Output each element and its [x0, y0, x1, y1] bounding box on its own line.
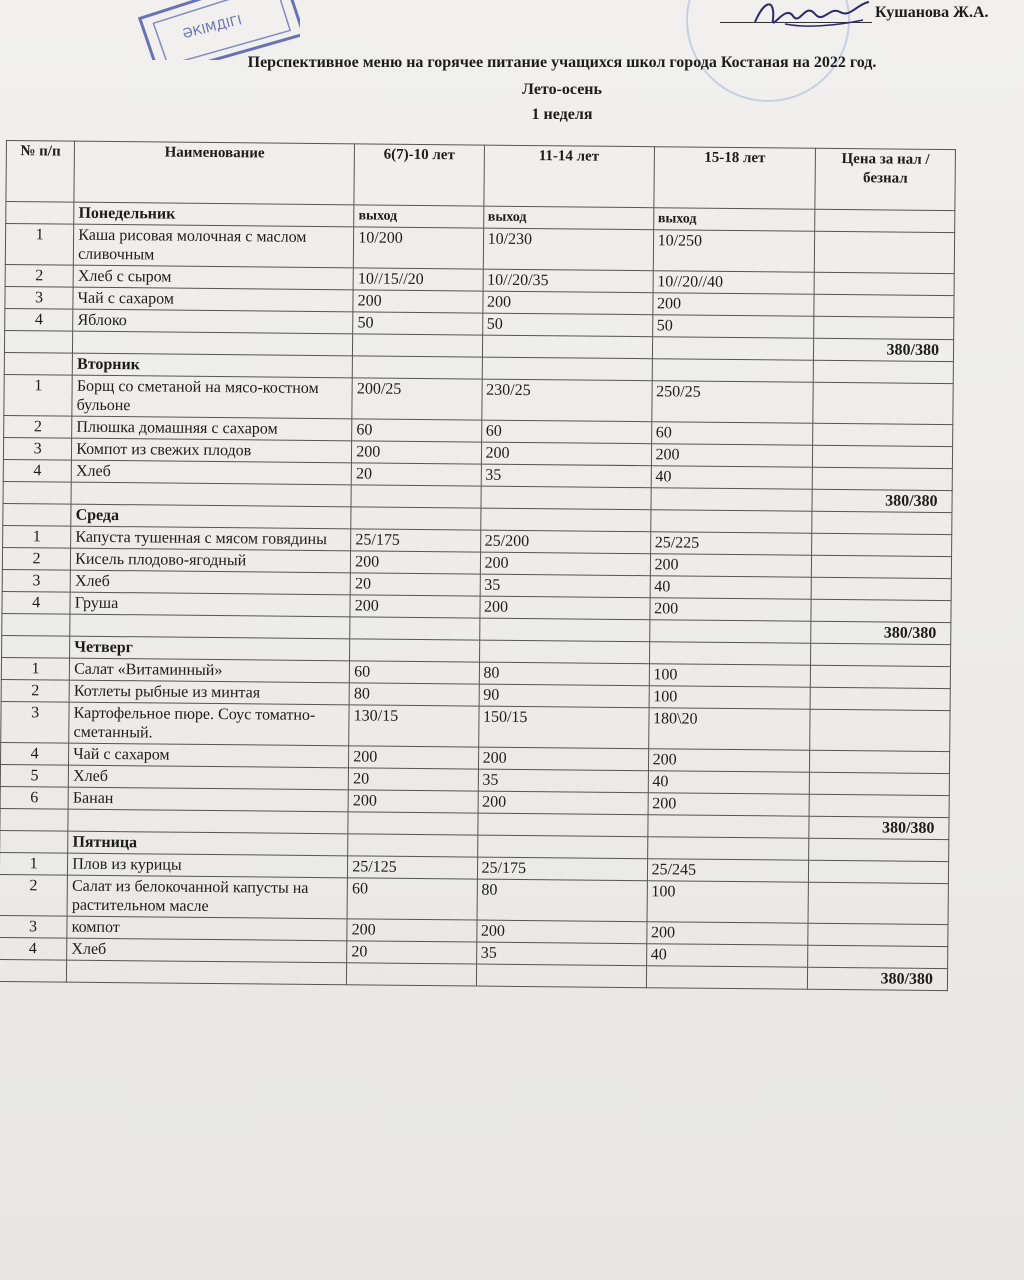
- portion-age3: 25/225: [650, 532, 812, 556]
- empty-cell: [350, 617, 480, 640]
- portion-age1: 200: [353, 290, 483, 313]
- price-cell: [811, 687, 951, 710]
- portion-age2: 200: [479, 596, 649, 620]
- empty-cell: [651, 488, 813, 512]
- day-num-empty: [2, 635, 70, 658]
- item-name: Яблоко: [73, 309, 353, 334]
- item-number: 4: [2, 591, 70, 614]
- empty-cell: [812, 511, 952, 534]
- portion-age3: 40: [646, 944, 808, 968]
- empty-cell: [3, 481, 71, 504]
- price-cell: [809, 860, 949, 883]
- portion-age3: 200: [650, 598, 812, 622]
- empty-cell: [652, 337, 814, 361]
- item-name: Борщ со сметаной на мясо-костном бульоне: [72, 375, 352, 419]
- price-cell: [811, 665, 951, 688]
- item-name: Чай с сахаром: [73, 287, 353, 312]
- stamp-icon: [130, 0, 300, 60]
- portion-age2: 35: [480, 574, 650, 598]
- week-label: 1 неделя: [531, 106, 593, 123]
- portion-age1: 60: [347, 878, 477, 920]
- empty-cell: [348, 812, 478, 835]
- portion-age1: 20: [351, 463, 481, 486]
- price-cell: [812, 533, 952, 556]
- item-name: Компот из свежих плодов: [72, 438, 352, 463]
- item-name: Кисель плодово-ягодный: [71, 548, 351, 573]
- price-cell: [812, 555, 952, 578]
- item-name: Хлеб: [67, 938, 347, 963]
- empty-cell: [811, 643, 951, 666]
- portion-age2: 35: [481, 464, 651, 488]
- portion-age1: 80: [349, 683, 479, 706]
- signer-name: Кушанова Ж.А.: [875, 4, 989, 21]
- portion-age2: 80: [477, 879, 647, 922]
- item-number: 4: [1, 742, 69, 765]
- price-cell: [810, 709, 950, 751]
- portion-age1: 20: [349, 768, 479, 791]
- price-cell: [814, 316, 954, 339]
- menu-table: [0, 140, 956, 991]
- portion-age3: 180\20: [648, 708, 810, 751]
- portion-age2: 35: [478, 769, 648, 793]
- portion-age2: 200: [480, 552, 650, 576]
- empty-cell: [352, 356, 482, 379]
- portion-age2: 200: [478, 791, 648, 815]
- header-num: № п/п: [6, 141, 75, 203]
- empty-cell: [482, 335, 652, 359]
- output-label: выход: [483, 206, 653, 230]
- item-number: 2: [4, 415, 72, 438]
- empty-cell: [350, 639, 480, 662]
- empty-cell: [351, 485, 481, 508]
- header-price: Цена за нал / безнал: [815, 148, 955, 210]
- price-cell: [810, 750, 950, 773]
- menu-table-wrapper: [0, 140, 962, 991]
- price-cell: [810, 794, 950, 817]
- portion-age2: 25/200: [480, 530, 650, 554]
- portion-age1: 200: [352, 441, 482, 464]
- price-cell: [808, 923, 948, 946]
- portion-age1: 10//15//20: [353, 268, 483, 291]
- empty-cell: [481, 486, 651, 510]
- item-number: 6: [0, 786, 68, 809]
- item-name: Капуста тушенная с мясом говядины: [71, 526, 351, 551]
- item-name: Плов из курицы: [68, 853, 348, 878]
- empty-cell: [650, 510, 812, 534]
- day-num-empty: [4, 352, 72, 375]
- portion-age1: 60: [352, 419, 482, 442]
- empty-cell: [649, 642, 811, 666]
- document-title: Перспективное меню на горячее питание учащихся школ города Костаная на 2022 год.: [247, 54, 877, 71]
- portion-age2: 25/175: [477, 857, 647, 881]
- empty-cell: [353, 334, 483, 357]
- price-cell: [810, 772, 950, 795]
- portion-age1: 200: [347, 919, 477, 942]
- empty-cell: [647, 815, 809, 839]
- empty-cell: [4, 330, 72, 353]
- item-number: 5: [0, 764, 68, 787]
- output-label: выход: [354, 205, 484, 228]
- portion-age2: 35: [476, 942, 646, 966]
- portion-age1: 25/175: [351, 529, 481, 552]
- item-number: 3: [3, 437, 71, 460]
- empty-cell: [646, 966, 808, 990]
- empty-cell: [0, 959, 67, 982]
- empty-cell: [70, 614, 350, 639]
- price-cell: [808, 882, 948, 924]
- portion-age3: 200: [648, 793, 810, 817]
- empty-cell: [649, 620, 811, 644]
- portion-age3: 40: [650, 576, 812, 600]
- empty-cell: [347, 963, 477, 986]
- empty-cell: [351, 507, 481, 530]
- item-name: Хлеб: [71, 460, 351, 485]
- portion-age1: 130/15: [349, 705, 479, 747]
- header-age2: 11-14 лет: [483, 145, 654, 208]
- portion-age1: 20: [347, 941, 477, 964]
- item-name: Хлеб с сыром: [73, 265, 353, 290]
- portion-age3: 25/245: [647, 859, 809, 883]
- item-number: 3: [0, 915, 67, 938]
- portion-age3: 200: [652, 293, 814, 317]
- price-cell: [814, 294, 954, 317]
- price-cell: [811, 599, 951, 622]
- item-number: 1: [4, 374, 73, 416]
- portion-age3: 200: [651, 444, 813, 468]
- empty-cell: [68, 809, 348, 834]
- portion-age2: 80: [479, 662, 649, 686]
- item-number: 1: [3, 525, 71, 548]
- day-name: Среда: [71, 504, 351, 529]
- signature-icon: [745, 0, 875, 34]
- day-total: 380/380: [811, 621, 951, 644]
- empty-cell: [482, 357, 652, 381]
- day-name: Вторник: [72, 353, 352, 378]
- portion-age1: 200/25: [352, 378, 482, 420]
- day-total: 380/380: [808, 967, 948, 990]
- portion-age2: 10/230: [483, 228, 653, 271]
- portion-age2: 230/25: [481, 379, 651, 422]
- portion-age2: 200: [481, 442, 651, 466]
- svg-text:ӘКІМДІГІ: ӘКІМДІГІ: [181, 13, 244, 43]
- empty-cell: [71, 482, 351, 507]
- item-name: Банан: [68, 787, 348, 812]
- item-name: Хлеб: [70, 570, 350, 595]
- empty-cell: [815, 209, 955, 232]
- portion-age3: 40: [651, 466, 813, 490]
- portion-age3: 10/250: [653, 230, 815, 273]
- portion-age1: 10/200: [354, 227, 484, 269]
- portion-age1: 200: [351, 551, 481, 574]
- price-cell: [813, 423, 953, 446]
- item-number: 3: [1, 701, 70, 743]
- portion-age3: 100: [647, 881, 809, 924]
- item-number: 3: [2, 569, 70, 592]
- day-num-empty: [3, 503, 71, 526]
- item-number: 1: [0, 852, 68, 875]
- item-number: 4: [5, 308, 73, 331]
- item-name: Картофельное пюре. Соус томатно-сметанный.: [69, 702, 349, 746]
- portion-age1: 200: [349, 746, 479, 769]
- item-name: Чай с сахаром: [69, 743, 349, 768]
- item-number: 2: [1, 679, 69, 702]
- empty-cell: [67, 960, 347, 985]
- output-label: выход: [653, 208, 815, 232]
- item-name: Груша: [70, 592, 350, 617]
- portion-age3: 40: [648, 771, 810, 795]
- portion-age2: 90: [479, 684, 649, 708]
- empty-cell: [652, 359, 814, 383]
- empty-cell: [2, 613, 70, 636]
- portion-age3: 60: [651, 422, 813, 446]
- menu-body: [0, 202, 955, 991]
- portion-age1: 200: [350, 595, 480, 618]
- header-age3: 15-18 лет: [653, 147, 815, 210]
- price-cell: [808, 945, 948, 968]
- portion-age1: 50: [353, 312, 483, 335]
- empty-cell: [476, 964, 646, 988]
- day-total: 380/380: [812, 489, 952, 512]
- portion-age3: 50: [652, 315, 814, 339]
- portion-age2: 10//20/35: [483, 269, 653, 293]
- empty-cell: [477, 835, 647, 859]
- item-number: 1: [1, 657, 69, 680]
- day-num-empty: [6, 202, 74, 225]
- price-cell: [813, 467, 953, 490]
- price-cell: [812, 577, 952, 600]
- portion-age3: 100: [649, 686, 811, 710]
- item-name: компот: [67, 916, 347, 941]
- empty-cell: [73, 331, 353, 356]
- day-name: Понедельник: [74, 202, 354, 227]
- item-number: 2: [2, 547, 70, 570]
- empty-cell: [480, 508, 650, 532]
- portion-age2: 60: [481, 420, 651, 444]
- portion-age3: 200: [646, 922, 808, 946]
- item-number: 4: [0, 937, 67, 960]
- item-number: 2: [5, 264, 73, 287]
- item-name: Хлеб: [69, 765, 349, 790]
- portion-age2: 200: [482, 291, 652, 315]
- portion-age3: 200: [648, 749, 810, 773]
- item-number: 4: [3, 459, 71, 482]
- empty-cell: [477, 813, 647, 837]
- header-age1: 6(7)-10 лет: [354, 144, 484, 206]
- day-name: Пятница: [68, 831, 348, 856]
- price-cell: [815, 272, 955, 295]
- portion-age3: 100: [649, 664, 811, 688]
- header-name: Наименование: [74, 141, 355, 205]
- empty-cell: [479, 618, 649, 642]
- item-name: Котлеты рыбные из минтая: [69, 680, 349, 705]
- portion-age1: 20: [350, 573, 480, 596]
- item-number: 2: [0, 874, 68, 916]
- portion-age2: 200: [478, 747, 648, 771]
- season-label: Лето-осень: [522, 81, 602, 98]
- portion-age2: 150/15: [478, 706, 648, 749]
- item-name: Каша рисовая молочная с маслом сливочным: [74, 224, 354, 268]
- empty-cell: [814, 360, 954, 383]
- portion-age1: 60: [350, 661, 480, 684]
- day-num-empty: [0, 830, 68, 853]
- portion-age3: 10//20//40: [653, 271, 815, 295]
- empty-cell: [647, 837, 809, 861]
- portion-age2: 200: [476, 920, 646, 944]
- empty-cell: [809, 838, 949, 861]
- item-number: 3: [5, 286, 73, 309]
- portion-age1: 200: [348, 790, 478, 813]
- empty-cell: [348, 834, 478, 857]
- price-cell: [813, 445, 953, 468]
- price-cell: [813, 382, 953, 424]
- portion-age1: 25/125: [348, 856, 478, 879]
- portion-age3: 250/25: [651, 381, 813, 424]
- item-number: 1: [5, 224, 74, 266]
- table-header-row: [6, 141, 956, 211]
- day-total: 380/380: [809, 816, 949, 839]
- empty-cell: [479, 640, 649, 664]
- portion-age2: 50: [482, 313, 652, 337]
- empty-cell: [0, 808, 68, 831]
- day-name: Четверг: [70, 636, 350, 661]
- item-name: Плюшка домашняя с сахаром: [72, 416, 352, 441]
- item-name: Салат из белокочанной капусты на растительном масле: [67, 875, 347, 919]
- item-name: Салат «Витаминный»: [70, 658, 350, 683]
- portion-age3: 200: [650, 554, 812, 578]
- day-total: 380/380: [814, 338, 954, 361]
- price-cell: [815, 231, 955, 273]
